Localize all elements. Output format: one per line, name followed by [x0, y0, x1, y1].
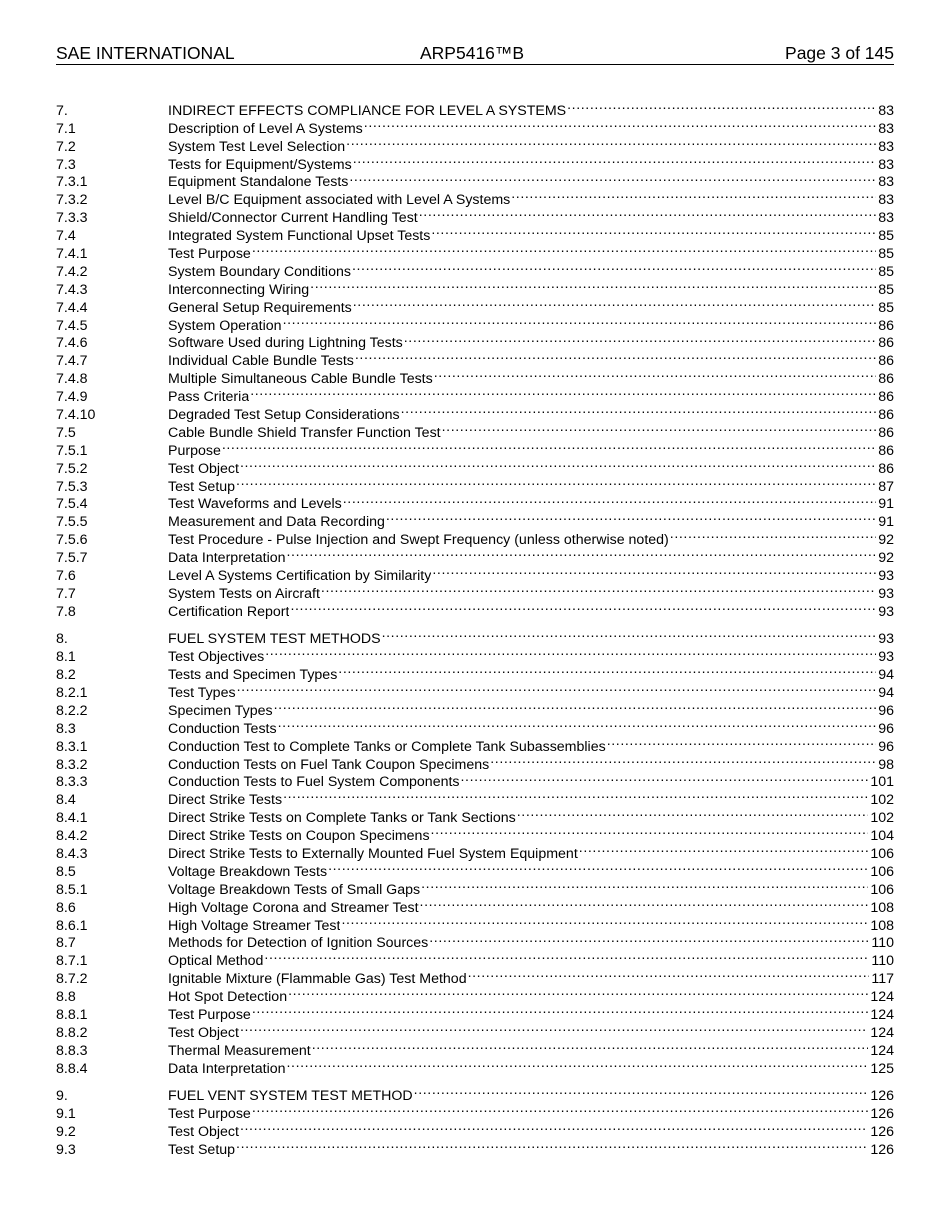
toc-entry-page: 94 — [878, 684, 894, 701]
dot-leader — [414, 1082, 869, 1100]
toc-entry-number: 8.2.2 — [56, 702, 88, 719]
toc-entry-page: 91 — [878, 496, 894, 513]
dot-leader — [431, 222, 876, 240]
toc-entry-title: Conduction Test to Complete Tanks or Complete Tank Subassemblies — [168, 738, 606, 755]
toc-section — [56, 97, 894, 620]
toc-entry-number: 8.6.1 — [56, 917, 88, 934]
toc-entry-number: 7.5 — [56, 424, 76, 441]
toc-entry-title: Integrated System Functional Upset Tests — [168, 228, 431, 245]
toc-entry-title: Conduction Tests on Fuel Tank Coupon Specimens — [168, 756, 490, 773]
toc-entry-number: 9.1 — [56, 1106, 76, 1123]
toc-entry-page: 124 — [870, 1007, 894, 1024]
toc-entry-page: 126 — [870, 1141, 894, 1158]
toc-entry-page: 94 — [878, 667, 894, 684]
toc-entry-title: Measurement and Data Recording — [168, 514, 385, 531]
toc-entry-number: 7.8 — [56, 603, 76, 620]
toc-entry-page: 83 — [878, 210, 894, 227]
toc-entry-title: Thermal Measurement — [168, 1042, 311, 1059]
toc-entry-page: 83 — [878, 102, 894, 119]
toc-entry-number: 8.2.1 — [56, 684, 88, 701]
toc-entry-number: 8.1 — [56, 649, 76, 666]
toc-entry-page: 86 — [878, 317, 894, 334]
toc-entry-page: 86 — [878, 353, 894, 370]
toc-entry-number: 8.4.3 — [56, 846, 88, 862]
toc-entry-page: 91 — [878, 514, 894, 531]
toc-entry-number: 8.8.3 — [56, 1042, 88, 1059]
toc-entry-page: 93 — [878, 649, 894, 666]
toc-entry-page: 85 — [878, 263, 894, 280]
toc-entry-page: 85 — [878, 228, 894, 245]
dot-leader — [341, 912, 868, 930]
dot-leader — [240, 1019, 868, 1037]
toc-entry-title: Test Purpose — [168, 1106, 251, 1123]
toc-entry-page: 83 — [878, 120, 894, 137]
dot-leader — [283, 786, 868, 804]
dot-leader — [431, 822, 869, 840]
toc-entry-title: Test Waveforms and Levels — [168, 496, 342, 513]
dot-leader — [607, 733, 877, 751]
toc-entry-page: 86 — [878, 389, 894, 406]
toc-entry-number: 8.5.1 — [56, 881, 88, 898]
toc-entry-page: 83 — [878, 192, 894, 209]
toc-entry-title: Degraded Test Setup Considerations — [168, 407, 400, 424]
toc-entry-title: Test Procedure - Pulse Injection and Swept Frequency (unless otherwise noted) — [168, 532, 669, 549]
toc-entry-page: 126 — [870, 1106, 894, 1123]
toc-entry-page: 83 — [878, 156, 894, 173]
toc-entry-title: Software Used during Lightning Tests — [168, 335, 403, 352]
toc-entry-page: 86 — [878, 460, 894, 477]
toc-entry-number: 7.4 — [56, 228, 76, 245]
toc-entry-number: 7.7 — [56, 585, 76, 602]
dot-leader — [265, 643, 876, 661]
toc-entry-number: 7.2 — [56, 138, 76, 155]
toc-entry-number: 7.4.5 — [56, 317, 88, 334]
toc-entry-page: 85 — [878, 246, 894, 263]
dot-leader — [312, 1037, 869, 1055]
dot-leader — [240, 1118, 868, 1136]
toc-entry-number: 8. — [56, 631, 68, 648]
toc-entry-number: 8.7.2 — [56, 971, 88, 988]
toc-entry-number: 7.4.6 — [56, 335, 88, 352]
toc-entry-title: High Voltage Corona and Streamer Test — [168, 899, 419, 916]
toc-entry-title: Individual Cable Bundle Tests — [168, 353, 354, 370]
toc-entry-title: Purpose — [168, 442, 221, 459]
toc-entry-title: FUEL VENT SYSTEM TEST METHOD — [168, 1088, 413, 1105]
toc-entry-page: 106 — [870, 846, 894, 862]
toc-entry-title: Conduction Tests to Fuel System Components — [168, 774, 460, 791]
toc-entry-number: 7.3 — [56, 156, 76, 173]
toc-entry-page: 102 — [870, 792, 894, 809]
dot-leader — [404, 330, 876, 348]
dot-leader — [353, 294, 876, 312]
toc-entry-number: 7.4.3 — [56, 281, 88, 298]
toc-entry-title: Voltage Breakdown Tests of Small Gaps — [168, 881, 421, 898]
toc-entry-page: 110 — [871, 953, 894, 970]
toc-entry-page: 106 — [870, 863, 894, 880]
toc-section — [56, 625, 894, 1077]
toc-entry-page: 104 — [870, 828, 894, 845]
toc-entry-title: Ignitable Mixture (Flammable Gas) Test Method — [168, 971, 467, 988]
toc-entry-page: 108 — [870, 917, 894, 934]
toc-entry-page: 98 — [878, 756, 894, 773]
dot-leader — [364, 115, 876, 133]
dot-leader — [429, 930, 869, 948]
toc-entry-page: 126 — [870, 1088, 894, 1105]
toc-entry-page: 124 — [870, 989, 894, 1006]
toc-entry-title: Hot Spot Detection — [168, 989, 288, 1006]
toc-entry-page: 86 — [878, 442, 894, 459]
toc-entry-title: Pass Criteria — [168, 389, 250, 406]
dot-leader — [511, 186, 876, 204]
toc-entry-page: 83 — [878, 174, 894, 191]
dot-leader — [252, 240, 876, 258]
toc-entry-title: Data Interpretation — [168, 550, 286, 567]
toc-entry-title: Description of Level A Systems — [168, 120, 363, 137]
dot-leader — [517, 804, 869, 822]
toc-entry-title: Conduction Tests — [168, 720, 277, 737]
toc-entry-title: FUEL SYSTEM TEST METHODS — [168, 631, 381, 648]
dot-leader — [237, 679, 877, 697]
toc-entry-page: 124 — [870, 1024, 894, 1041]
toc-entry-page: 125 — [870, 1060, 894, 1077]
toc-entry-title: General Setup Requirements — [168, 299, 352, 316]
toc-entry-number: 8.8.1 — [56, 1007, 88, 1024]
toc-entry-number: 7.5.3 — [56, 478, 88, 495]
toc-entry-title: Voltage Breakdown Tests — [168, 863, 328, 880]
toc-entry-page: 92 — [878, 550, 894, 567]
dot-leader — [353, 151, 877, 169]
toc-entry-page: 92 — [878, 532, 894, 549]
toc-entry-number: 7.4.4 — [56, 299, 88, 316]
dot-leader — [274, 697, 877, 715]
page-number: Page 3 of 145 — [785, 43, 894, 63]
toc-entry-page: 96 — [878, 702, 894, 719]
publisher-name: SAE INTERNATIONAL — [56, 43, 235, 63]
toc-entry-number: 9.2 — [56, 1123, 76, 1140]
toc-entry-title: Certification Report — [168, 603, 290, 620]
toc-entry-title: Level A Systems Certification by Similarity — [168, 568, 432, 585]
toc-entry-number: 8.8.4 — [56, 1060, 88, 1077]
toc-entry-title: Level B/C Equipment associated with Level A Systems — [168, 192, 511, 209]
page-header — [56, 43, 894, 65]
dot-leader — [252, 1100, 869, 1118]
dot-leader — [252, 1001, 869, 1019]
dot-leader — [236, 1136, 868, 1154]
toc-entry-title: Optical Method — [168, 953, 264, 970]
toc-entry-title: Test Purpose — [168, 1007, 251, 1024]
toc-entry-number: 9. — [56, 1088, 68, 1105]
toc-entry-title: System Operation — [168, 317, 282, 334]
toc-entry-title: Cable Bundle Shield Transfer Function Test — [168, 424, 441, 441]
toc-entry-title: Direct Strike Tests to Externally Mounted Fuel System Equipment — [168, 846, 578, 862]
dot-leader — [670, 526, 876, 544]
dot-leader — [250, 383, 876, 401]
dot-leader — [310, 276, 876, 294]
toc-entry-title: Test Types — [168, 684, 236, 701]
toc-entry-number: 8.2 — [56, 667, 76, 684]
dot-leader — [240, 455, 876, 473]
dot-leader — [283, 312, 877, 330]
dot-leader — [434, 365, 877, 383]
toc-entry-number: 9.3 — [56, 1141, 76, 1158]
toc-entry-number: 8.4 — [56, 792, 76, 809]
dot-leader — [419, 204, 876, 222]
toc-entry-number: 7.4.7 — [56, 353, 88, 370]
toc-entry-number: 8.8.2 — [56, 1024, 88, 1041]
toc-entry-title: System Tests on Aircraft — [168, 585, 320, 602]
toc-entry-page: 93 — [878, 568, 894, 585]
toc-entry-number: 8.8 — [56, 989, 76, 1006]
toc-entry-title: Direct Strike Tests — [168, 792, 283, 809]
dot-leader — [386, 508, 876, 526]
dot-leader — [321, 580, 876, 598]
toc-entry-title: INDIRECT EFFECTS COMPLIANCE FOR LEVEL A SYSTEMS — [168, 102, 567, 119]
dot-leader — [346, 133, 876, 151]
toc-entry-number: 8.3.2 — [56, 756, 88, 773]
toc-entry-page: 117 — [871, 971, 894, 988]
toc-entry-number: 7.6 — [56, 568, 76, 585]
dot-leader — [490, 751, 876, 769]
toc-entry-page: 87 — [878, 478, 894, 495]
toc-entry-number: 8.4.1 — [56, 810, 88, 827]
toc-entry-number: 7.4.9 — [56, 389, 88, 406]
dot-leader — [288, 983, 868, 1001]
toc-entry-title: Methods for Detection of Ignition Sources — [168, 935, 429, 952]
toc-entry-title: Test Object — [168, 460, 239, 477]
toc-entry-number: 8.5 — [56, 863, 76, 880]
toc-entry[interactable] — [56, 625, 894, 648]
toc-entry-title: Test Setup — [168, 478, 236, 495]
toc-entry-page: 86 — [878, 407, 894, 424]
dot-leader — [355, 347, 876, 365]
toc-entry-title: Data Interpretation — [168, 1060, 286, 1077]
toc-entry-page: 101 — [870, 774, 894, 791]
toc-entry-number: 7.5.2 — [56, 460, 88, 477]
toc-entry-title: Test Objectives — [168, 649, 265, 666]
toc-entry[interactable] — [56, 1082, 894, 1105]
toc-entry-number: 7.3.1 — [56, 174, 88, 191]
dot-leader — [338, 661, 876, 679]
dot-leader — [287, 544, 877, 562]
toc-entry-page: 85 — [878, 281, 894, 298]
dot-leader — [421, 876, 868, 894]
dot-leader — [567, 97, 876, 115]
toc-entry-number: 7.5.5 — [56, 514, 88, 531]
toc-entry-number: 7.4.2 — [56, 263, 88, 280]
toc-entry-number: 7.4.1 — [56, 246, 88, 263]
toc-entry-page: 93 — [878, 631, 894, 648]
toc-entry[interactable] — [56, 97, 894, 119]
dot-leader — [382, 625, 877, 643]
toc-entry-number: 7.5.7 — [56, 550, 88, 567]
toc-entry-number: 8.7 — [56, 935, 76, 952]
dot-leader — [287, 1055, 869, 1073]
toc-entry-number: 7.4.8 — [56, 371, 88, 388]
toc-entry-title: Test Setup — [168, 1141, 236, 1158]
toc-entry-page: 124 — [870, 1042, 894, 1059]
toc-entry-number: 8.3.3 — [56, 774, 88, 791]
toc-entry-title: Tests and Specimen Types — [168, 667, 338, 684]
toc-entry-title: High Voltage Streamer Test — [168, 917, 341, 934]
toc-entry-page: 126 — [870, 1123, 894, 1140]
dot-leader — [352, 258, 876, 276]
toc-entry-page: 110 — [871, 935, 894, 952]
dot-leader — [401, 401, 877, 419]
toc-entry-page: 102 — [870, 810, 894, 827]
toc-entry-page: 86 — [878, 424, 894, 441]
toc-entry-page: 93 — [878, 603, 894, 620]
toc-entry-page: 86 — [878, 335, 894, 352]
toc-entry-title: System Test Level Selection — [168, 138, 346, 155]
dot-leader — [349, 169, 876, 187]
document-number: ARP5416™B — [420, 43, 525, 63]
toc-entry-title: Direct Strike Tests on Complete Tanks or Tank Sections — [168, 810, 516, 827]
toc-entry-title: Interconnecting Wiring — [168, 281, 310, 298]
toc-entry-title: Test Purpose — [168, 246, 251, 263]
toc-entry-number: 7.5.4 — [56, 496, 88, 513]
toc-entry-number: 7.4.10 — [56, 407, 96, 424]
toc-entry-number: 8.6 — [56, 899, 76, 916]
toc-entry-number: 8.3.1 — [56, 738, 88, 755]
dot-leader — [328, 858, 868, 876]
table-of-contents — [56, 97, 894, 1158]
toc-entry-page: 108 — [870, 899, 894, 916]
dot-leader — [420, 894, 869, 912]
dot-leader — [236, 473, 876, 491]
toc-entry-page: 106 — [870, 881, 894, 898]
toc-entry-page: 85 — [878, 299, 894, 316]
toc-entry-title: Multiple Simultaneous Cable Bundle Tests — [168, 371, 433, 388]
toc-entry-number: 8.7.1 — [56, 953, 88, 970]
toc-entry-number: 7.3.2 — [56, 192, 88, 209]
toc-entry-number: 7.5.6 — [56, 532, 88, 549]
dot-leader — [222, 437, 876, 455]
toc-entry-number: 7.3.3 — [56, 210, 88, 227]
toc-entry-number: 7.1 — [56, 120, 76, 137]
toc-entry-number: 7. — [56, 102, 68, 119]
toc-section — [56, 1082, 894, 1158]
dot-leader — [461, 769, 869, 787]
dot-leader — [432, 562, 876, 580]
toc-entry-page: 96 — [878, 738, 894, 755]
toc-entry-page: 83 — [878, 138, 894, 155]
dot-leader — [290, 598, 876, 616]
toc-entry-number: 8.4.2 — [56, 828, 88, 845]
toc-entry-title: Test Object — [168, 1024, 239, 1041]
toc-entry-title: Equipment Standalone Tests — [168, 174, 349, 191]
toc-entry-title: Shield/Connector Current Handling Test — [168, 210, 418, 227]
toc-entry-title: Specimen Types — [168, 702, 273, 719]
toc-entry-page: 96 — [878, 720, 894, 737]
toc-entry-title: Tests for Equipment/Systems — [168, 156, 352, 173]
dot-leader — [579, 840, 869, 858]
dot-leader — [468, 965, 870, 983]
dot-leader — [264, 947, 869, 965]
dot-leader — [343, 491, 876, 509]
toc-entry-title: Direct Strike Tests on Coupon Specimens — [168, 828, 430, 845]
toc-entry-page: 93 — [878, 585, 894, 602]
toc-entry-title: Test Object — [168, 1123, 239, 1140]
toc-entry-number: 8.3 — [56, 720, 76, 737]
dot-leader — [442, 419, 877, 437]
dot-leader — [278, 715, 877, 733]
toc-entry-number: 7.5.1 — [56, 442, 88, 459]
toc-entry-page: 86 — [878, 371, 894, 388]
toc-entry-title: System Boundary Conditions — [168, 263, 351, 280]
